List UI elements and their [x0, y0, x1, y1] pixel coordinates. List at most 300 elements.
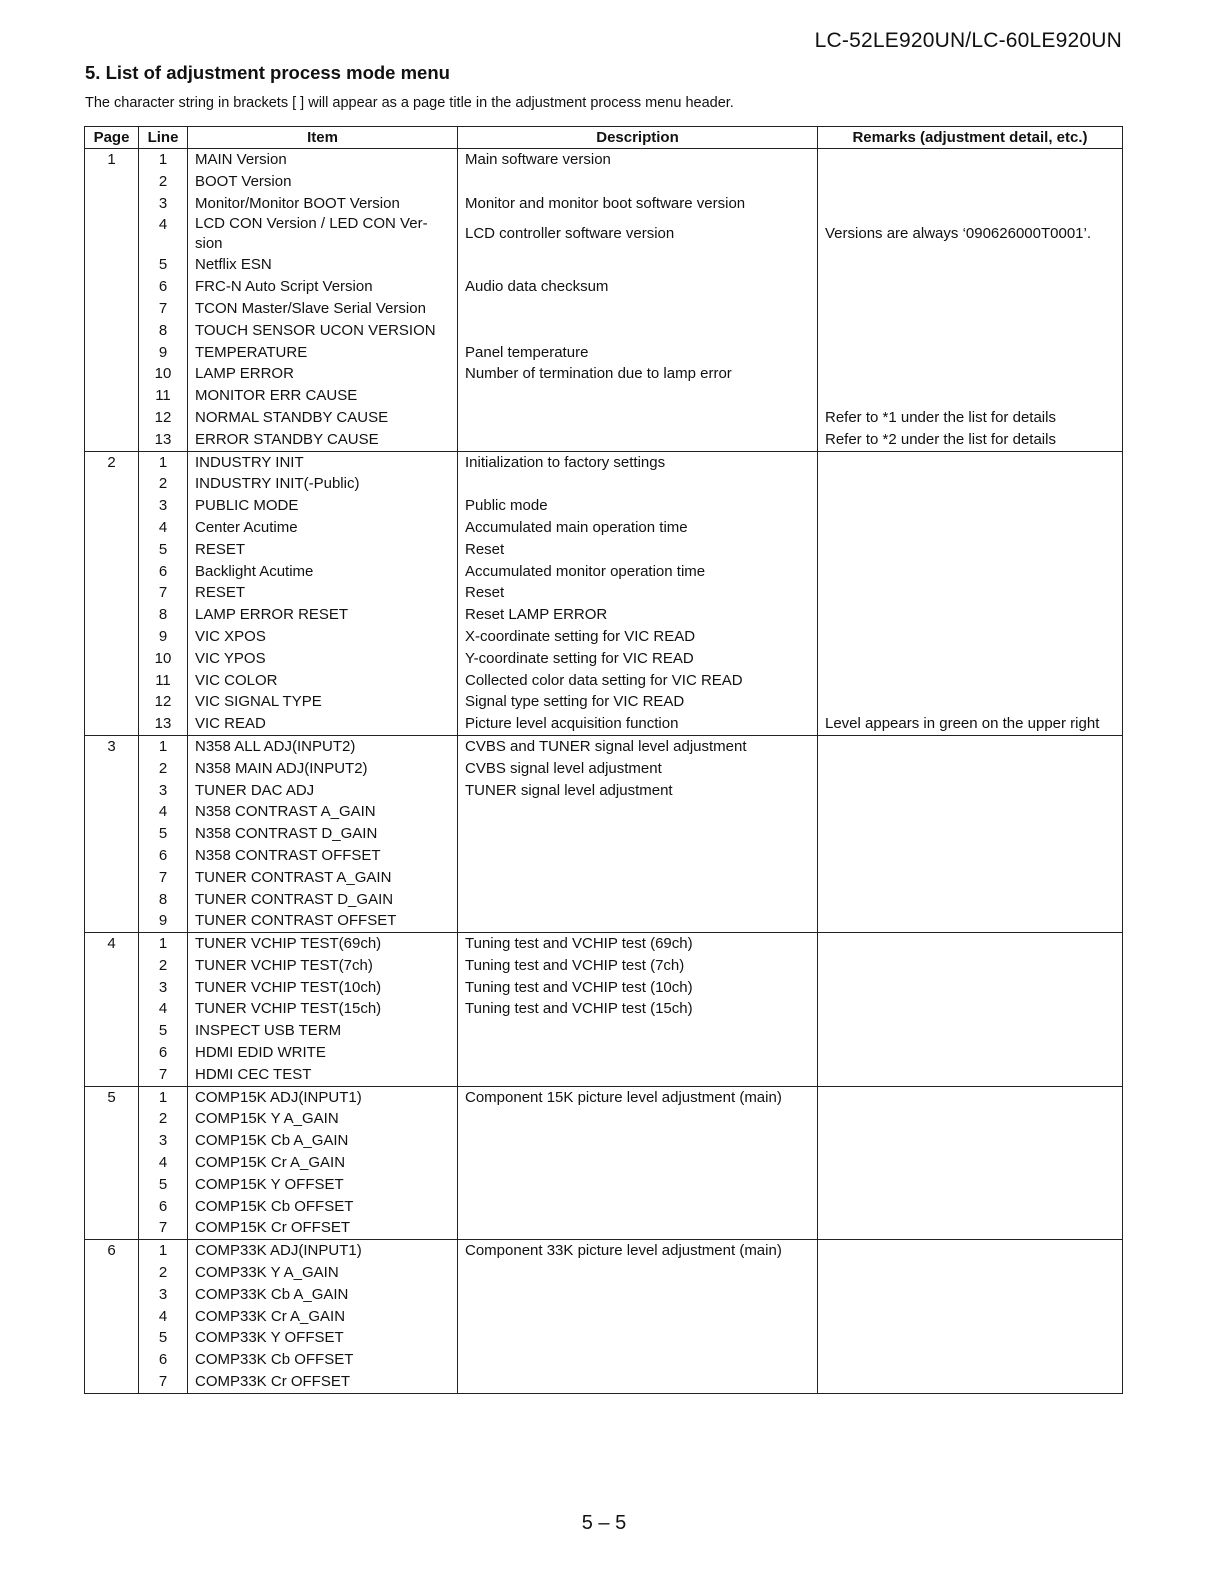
cell-item: COMP15K Cr OFFSET: [188, 1217, 458, 1239]
cell-item: COMP33K Y A_GAIN: [188, 1262, 458, 1284]
column-header-remarks: Remarks (adjustment detail, etc.): [818, 127, 1123, 149]
table-row: [85, 451, 1123, 473]
table-row: [85, 1349, 1123, 1371]
cell-item: TUNER VCHIP TEST(15ch): [188, 998, 458, 1020]
cell-description: [458, 1306, 818, 1328]
cell-page: [85, 758, 139, 780]
cell-description: [458, 1371, 818, 1393]
cell-item: LAMP ERROR: [188, 363, 458, 385]
cell-page: [85, 385, 139, 407]
cell-description: [458, 910, 818, 932]
cell-description: [458, 1152, 818, 1174]
cell-line: 1: [139, 1086, 188, 1108]
cell-line: 2: [139, 1262, 188, 1284]
table-row: [85, 867, 1123, 889]
table-row: [85, 1371, 1123, 1393]
cell-page: [85, 1108, 139, 1130]
cell-description: [458, 845, 818, 867]
cell-remarks: [818, 780, 1123, 802]
cell-page: [85, 193, 139, 215]
table-row: [85, 1217, 1123, 1239]
cell-remarks: [818, 276, 1123, 298]
cell-description: Y-coordinate setting for VIC READ: [458, 648, 818, 670]
cell-description: [458, 407, 818, 429]
cell-item: MAIN Version: [188, 149, 458, 171]
table-row: [85, 626, 1123, 648]
table-row: [85, 955, 1123, 977]
model-number-header: LC-52LE920UN/LC-60LE920UN: [814, 29, 1122, 52]
table-row: [85, 1327, 1123, 1349]
cell-line: 7: [139, 298, 188, 320]
cell-page: [85, 910, 139, 932]
cell-description: [458, 1284, 818, 1306]
cell-item: HDMI EDID WRITE: [188, 1042, 458, 1064]
cell-page: [85, 670, 139, 692]
cell-remarks: Refer to *1 under the list for details: [818, 407, 1123, 429]
cell-line: 10: [139, 363, 188, 385]
cell-remarks: [818, 1174, 1123, 1196]
table-row: [85, 780, 1123, 802]
cell-description: Reset: [458, 582, 818, 604]
cell-line: 4: [139, 214, 188, 254]
cell-description: Component 15K picture level adjustment (main): [458, 1086, 818, 1108]
cell-description: [458, 1108, 818, 1130]
table-row: [85, 1284, 1123, 1306]
cell-page: [85, 1262, 139, 1284]
cell-remarks: [818, 473, 1123, 495]
table-row: [85, 298, 1123, 320]
table-row: [85, 1306, 1123, 1328]
cell-page: [85, 561, 139, 583]
cell-line: 12: [139, 407, 188, 429]
table-row: [85, 473, 1123, 495]
cell-item: ERROR STANDBY CAUSE: [188, 429, 458, 451]
cell-page: 6: [85, 1240, 139, 1262]
table-row: [85, 1262, 1123, 1284]
cell-description: Tuning test and VCHIP test (7ch): [458, 955, 818, 977]
cell-item: Backlight Acutime: [188, 561, 458, 583]
cell-remarks: [818, 171, 1123, 193]
cell-item: Monitor/Monitor BOOT Version: [188, 193, 458, 215]
cell-item: COMP15K Cb A_GAIN: [188, 1130, 458, 1152]
cell-remarks: [818, 582, 1123, 604]
column-header-description: Description: [458, 127, 818, 149]
cell-remarks: [818, 1327, 1123, 1349]
table-row: [85, 539, 1123, 561]
cell-item: VIC COLOR: [188, 670, 458, 692]
cell-remarks: [818, 342, 1123, 364]
table-row: [85, 561, 1123, 583]
cell-line: 7: [139, 867, 188, 889]
cell-item: TOUCH SENSOR UCON VERSION: [188, 320, 458, 342]
adjustment-menu-table: [84, 126, 1123, 1394]
cell-item: RESET: [188, 539, 458, 561]
cell-page: [85, 495, 139, 517]
cell-line: 6: [139, 1196, 188, 1218]
cell-item: VIC READ: [188, 713, 458, 735]
cell-item: FRC-N Auto Script Version: [188, 276, 458, 298]
cell-line: 8: [139, 889, 188, 911]
cell-description: [458, 801, 818, 823]
cell-page: 4: [85, 933, 139, 955]
cell-item: LCD CON Version / LED CON Ver-sion: [188, 214, 458, 254]
table-row: [85, 1196, 1123, 1218]
cell-remarks: [818, 1284, 1123, 1306]
cell-line: 8: [139, 320, 188, 342]
cell-page: [85, 889, 139, 911]
cell-line: 5: [139, 539, 188, 561]
table-header-row: [85, 127, 1123, 149]
cell-item: VIC YPOS: [188, 648, 458, 670]
cell-line: 9: [139, 626, 188, 648]
cell-remarks: [818, 363, 1123, 385]
cell-description: Panel temperature: [458, 342, 818, 364]
cell-remarks: [818, 845, 1123, 867]
cell-description: [458, 473, 818, 495]
table-row: [85, 889, 1123, 911]
cell-item: COMP15K Cr A_GAIN: [188, 1152, 458, 1174]
cell-remarks: [818, 254, 1123, 276]
cell-line: 1: [139, 933, 188, 955]
cell-remarks: [818, 451, 1123, 473]
cell-remarks: [818, 561, 1123, 583]
cell-remarks: Versions are always ‘090626000T0001’.: [818, 214, 1123, 254]
cell-description: Audio data checksum: [458, 276, 818, 298]
cell-page: [85, 1152, 139, 1174]
cell-remarks: [818, 933, 1123, 955]
cell-line: 3: [139, 1284, 188, 1306]
table-row: [85, 495, 1123, 517]
cell-description: Component 33K picture level adjustment (main): [458, 1240, 818, 1262]
cell-remarks: [818, 977, 1123, 999]
cell-remarks: [818, 758, 1123, 780]
section-intro: The character string in brackets [ ] will appear as a page title in the adjustment process menu header.: [85, 95, 734, 111]
cell-remarks: [818, 1108, 1123, 1130]
cell-line: 8: [139, 604, 188, 626]
cell-remarks: [818, 1042, 1123, 1064]
cell-line: 2: [139, 473, 188, 495]
cell-description: [458, 1042, 818, 1064]
cell-description: X-coordinate setting for VIC READ: [458, 626, 818, 648]
cell-page: 3: [85, 735, 139, 757]
cell-line: 5: [139, 1020, 188, 1042]
cell-item: TUNER VCHIP TEST(69ch): [188, 933, 458, 955]
cell-remarks: [818, 670, 1123, 692]
cell-line: 2: [139, 1108, 188, 1130]
cell-line: 11: [139, 385, 188, 407]
cell-page: [85, 517, 139, 539]
cell-item: COMP33K Y OFFSET: [188, 1327, 458, 1349]
table-row: [85, 363, 1123, 385]
cell-item: N358 CONTRAST A_GAIN: [188, 801, 458, 823]
cell-description: [458, 1217, 818, 1239]
cell-page: [85, 780, 139, 802]
cell-item: N358 CONTRAST D_GAIN: [188, 823, 458, 845]
cell-remarks: [818, 298, 1123, 320]
table-row: [85, 735, 1123, 757]
cell-description: [458, 298, 818, 320]
cell-item: COMP15K Y A_GAIN: [188, 1108, 458, 1130]
cell-line: 5: [139, 1174, 188, 1196]
cell-description: Tuning test and VCHIP test (10ch): [458, 977, 818, 999]
cell-page: [85, 1042, 139, 1064]
cell-remarks: [818, 1086, 1123, 1108]
column-header-item: Item: [188, 127, 458, 149]
cell-description: Accumulated main operation time: [458, 517, 818, 539]
cell-line: 2: [139, 758, 188, 780]
cell-remarks: Level appears in green on the upper right: [818, 713, 1123, 735]
cell-page: [85, 604, 139, 626]
cell-item: COMP15K Y OFFSET: [188, 1174, 458, 1196]
cell-remarks: [818, 1020, 1123, 1042]
cell-remarks: [818, 1262, 1123, 1284]
cell-page: 1: [85, 149, 139, 171]
cell-description: [458, 823, 818, 845]
cell-description: Number of termination due to lamp error: [458, 363, 818, 385]
cell-page: [85, 626, 139, 648]
cell-description: CVBS and TUNER signal level adjustment: [458, 735, 818, 757]
cell-description: TUNER signal level adjustment: [458, 780, 818, 802]
table-row: [85, 1086, 1123, 1108]
cell-description: [458, 1064, 818, 1086]
cell-line: 9: [139, 910, 188, 932]
cell-description: Monitor and monitor boot software version: [458, 193, 818, 215]
cell-remarks: [818, 626, 1123, 648]
cell-description: Accumulated monitor operation time: [458, 561, 818, 583]
cell-page: [85, 977, 139, 999]
table-row: [85, 1174, 1123, 1196]
cell-line: 10: [139, 648, 188, 670]
table-row: [85, 845, 1123, 867]
cell-line: 6: [139, 1042, 188, 1064]
cell-page: [85, 539, 139, 561]
cell-description: [458, 1130, 818, 1152]
cell-line: 2: [139, 171, 188, 193]
cell-page: [85, 1284, 139, 1306]
cell-description: Picture level acquisition function: [458, 713, 818, 735]
cell-item: TUNER CONTRAST D_GAIN: [188, 889, 458, 911]
cell-description: [458, 1020, 818, 1042]
cell-remarks: [818, 1349, 1123, 1371]
cell-description: Collected color data setting for VIC READ: [458, 670, 818, 692]
table-row: [85, 998, 1123, 1020]
cell-remarks: [818, 1152, 1123, 1174]
cell-line: 2: [139, 955, 188, 977]
cell-remarks: [818, 801, 1123, 823]
table-row: [85, 1130, 1123, 1152]
cell-item: Netflix ESN: [188, 254, 458, 276]
cell-description: LCD controller software version: [458, 214, 818, 254]
table-row: [85, 254, 1123, 276]
table-row: [85, 517, 1123, 539]
cell-remarks: [818, 517, 1123, 539]
cell-line: 6: [139, 561, 188, 583]
table-row: [85, 1108, 1123, 1130]
table-row: [85, 385, 1123, 407]
table-body: [85, 149, 1123, 1394]
cell-line: 7: [139, 1217, 188, 1239]
cell-line: 6: [139, 1349, 188, 1371]
cell-page: [85, 691, 139, 713]
cell-remarks: [818, 1217, 1123, 1239]
cell-line: 4: [139, 998, 188, 1020]
cell-remarks: [818, 735, 1123, 757]
cell-description: Tuning test and VCHIP test (15ch): [458, 998, 818, 1020]
cell-remarks: [818, 823, 1123, 845]
cell-line: 3: [139, 977, 188, 999]
cell-description: [458, 867, 818, 889]
table-row: [85, 149, 1123, 171]
cell-line: 7: [139, 582, 188, 604]
cell-page: [85, 1349, 139, 1371]
cell-line: 1: [139, 451, 188, 473]
cell-line: 5: [139, 823, 188, 845]
table-row: [85, 320, 1123, 342]
cell-item: RESET: [188, 582, 458, 604]
cell-line: 13: [139, 429, 188, 451]
cell-remarks: [818, 889, 1123, 911]
cell-page: [85, 429, 139, 451]
cell-description: CVBS signal level adjustment: [458, 758, 818, 780]
cell-page: [85, 298, 139, 320]
cell-item: COMP33K Cb A_GAIN: [188, 1284, 458, 1306]
cell-line: 5: [139, 1327, 188, 1349]
cell-line: 6: [139, 845, 188, 867]
cell-line: 3: [139, 193, 188, 215]
column-header-page: Page: [85, 127, 139, 149]
cell-description: [458, 1174, 818, 1196]
table-row: [85, 276, 1123, 298]
cell-item: COMP15K Cb OFFSET: [188, 1196, 458, 1218]
cell-page: [85, 845, 139, 867]
cell-item: COMP33K ADJ(INPUT1): [188, 1240, 458, 1262]
column-header-line: Line: [139, 127, 188, 149]
cell-item: TUNER DAC ADJ: [188, 780, 458, 802]
cell-remarks: [818, 539, 1123, 561]
cell-item: TUNER VCHIP TEST(10ch): [188, 977, 458, 999]
cell-description: Signal type setting for VIC READ: [458, 691, 818, 713]
cell-line: 1: [139, 1240, 188, 1262]
cell-remarks: [818, 1306, 1123, 1328]
table-row: [85, 648, 1123, 670]
cell-line: 3: [139, 495, 188, 517]
cell-item: COMP15K ADJ(INPUT1): [188, 1086, 458, 1108]
cell-description: Initialization to factory settings: [458, 451, 818, 473]
cell-line: 6: [139, 276, 188, 298]
cell-page: [85, 473, 139, 495]
section-title: 5. List of adjustment process mode menu: [85, 62, 450, 83]
cell-line: 12: [139, 691, 188, 713]
cell-item: BOOT Version: [188, 171, 458, 193]
cell-remarks: [818, 691, 1123, 713]
cell-line: 4: [139, 517, 188, 539]
cell-line: 11: [139, 670, 188, 692]
cell-description: [458, 385, 818, 407]
table-row: [85, 1240, 1123, 1262]
cell-remarks: Refer to *2 under the list for details: [818, 429, 1123, 451]
cell-page: [85, 867, 139, 889]
cell-description: [458, 1196, 818, 1218]
cell-line: 3: [139, 780, 188, 802]
cell-item: INSPECT USB TERM: [188, 1020, 458, 1042]
cell-line: 4: [139, 1306, 188, 1328]
table-row: [85, 1020, 1123, 1042]
table-row: [85, 429, 1123, 451]
cell-line: 13: [139, 713, 188, 735]
cell-description: [458, 1327, 818, 1349]
table-row: [85, 193, 1123, 215]
table-row: [85, 801, 1123, 823]
table-row: [85, 1042, 1123, 1064]
cell-page: [85, 582, 139, 604]
table-row: [85, 670, 1123, 692]
cell-page: [85, 171, 139, 193]
cell-item: TUNER CONTRAST OFFSET: [188, 910, 458, 932]
cell-remarks: [818, 867, 1123, 889]
cell-page: 2: [85, 451, 139, 473]
cell-remarks: [818, 149, 1123, 171]
table-row: [85, 713, 1123, 735]
cell-remarks: [818, 495, 1123, 517]
cell-item: COMP33K Cr A_GAIN: [188, 1306, 458, 1328]
table-row: [85, 1152, 1123, 1174]
cell-page: [85, 1327, 139, 1349]
cell-line: 9: [139, 342, 188, 364]
cell-remarks: [818, 998, 1123, 1020]
cell-item: INDUSTRY INIT(-Public): [188, 473, 458, 495]
cell-item: COMP33K Cb OFFSET: [188, 1349, 458, 1371]
cell-description: [458, 1262, 818, 1284]
cell-page: [85, 713, 139, 735]
table-row: [85, 1064, 1123, 1086]
cell-page: [85, 801, 139, 823]
cell-remarks: [818, 1240, 1123, 1262]
cell-page: [85, 1306, 139, 1328]
cell-item: N358 CONTRAST OFFSET: [188, 845, 458, 867]
cell-line: 1: [139, 735, 188, 757]
cell-item: TUNER VCHIP TEST(7ch): [188, 955, 458, 977]
cell-page: [85, 276, 139, 298]
cell-description: Tuning test and VCHIP test (69ch): [458, 933, 818, 955]
cell-line: 1: [139, 149, 188, 171]
cell-remarks: [818, 1196, 1123, 1218]
cell-page: [85, 1020, 139, 1042]
table-row: [85, 342, 1123, 364]
table-row: [85, 758, 1123, 780]
table-row: [85, 933, 1123, 955]
cell-description: Reset: [458, 539, 818, 561]
cell-page: [85, 1064, 139, 1086]
cell-page: [85, 407, 139, 429]
cell-remarks: [818, 648, 1123, 670]
cell-description: Public mode: [458, 495, 818, 517]
cell-description: [458, 320, 818, 342]
table-row: [85, 214, 1123, 254]
cell-description: [458, 1349, 818, 1371]
cell-description: [458, 889, 818, 911]
cell-remarks: [818, 320, 1123, 342]
cell-item: NORMAL STANDBY CAUSE: [188, 407, 458, 429]
cell-item: TUNER CONTRAST A_GAIN: [188, 867, 458, 889]
table-row: [85, 910, 1123, 932]
cell-line: 3: [139, 1130, 188, 1152]
cell-description: [458, 429, 818, 451]
cell-line: 4: [139, 801, 188, 823]
cell-page: [85, 1371, 139, 1393]
cell-page: [85, 1196, 139, 1218]
cell-item: HDMI CEC TEST: [188, 1064, 458, 1086]
cell-page: 5: [85, 1086, 139, 1108]
